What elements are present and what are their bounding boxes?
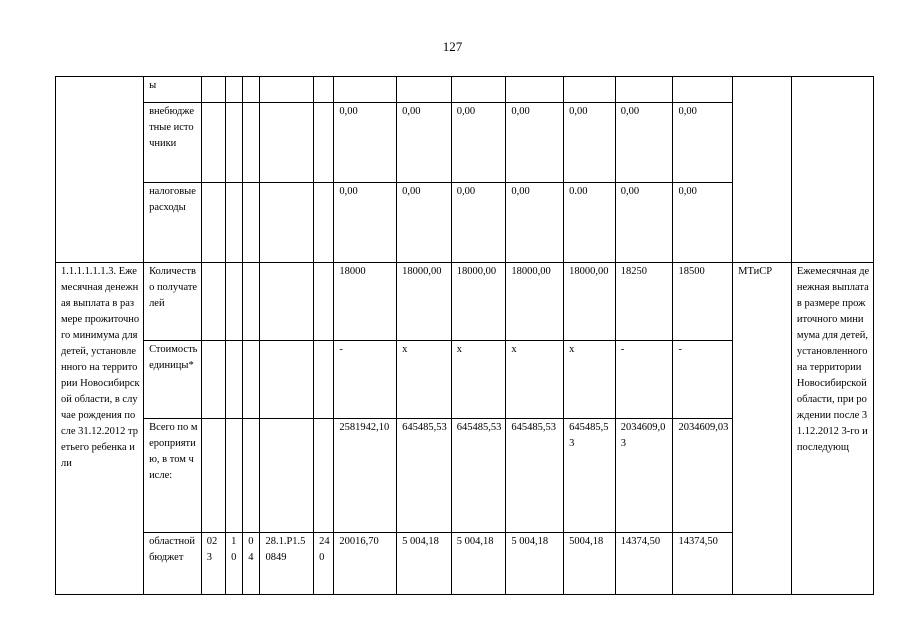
table-cell: 645485,53: [564, 419, 616, 533]
table-cell: [201, 263, 225, 341]
table-cell: 0,00: [334, 103, 397, 183]
table-cell: 5 004,18: [397, 533, 452, 595]
table-cell: [260, 103, 314, 183]
table-cell: 5004,18: [564, 533, 616, 595]
table-cell: x: [397, 341, 452, 419]
table-cell: 14374,50: [673, 533, 733, 595]
table-cell: [314, 183, 334, 263]
table-cell: 14374,50: [615, 533, 673, 595]
table-cell: -: [615, 341, 673, 419]
table-cell: МТиСР: [733, 263, 792, 595]
table-cell: [201, 103, 225, 183]
table-cell: областной бюджет: [144, 533, 202, 595]
table-cell: [201, 419, 225, 533]
table-cell: x: [506, 341, 564, 419]
table-cell: 645485,53: [506, 419, 564, 533]
table-cell: 0,00: [506, 103, 564, 183]
table-cell: 0,00: [673, 103, 733, 183]
table-cell: [260, 183, 314, 263]
table-cell: Стоимость единицы*: [144, 341, 202, 419]
table-cell: [334, 77, 397, 103]
table-cell: [397, 77, 452, 103]
table-cell: [226, 341, 243, 419]
table-cell: 645485,53: [397, 419, 452, 533]
page-number: 127: [442, 39, 463, 54]
table-cell: [260, 341, 314, 419]
table-cell: [260, 77, 314, 103]
table-cell: [243, 183, 260, 263]
table-cell: 18500: [673, 263, 733, 341]
table-cell: [260, 263, 314, 341]
table-cell: 28.1.P1.50849: [260, 533, 314, 595]
table-cell: [201, 77, 225, 103]
table-cell: x: [564, 341, 616, 419]
table-cell: 0,00: [615, 103, 673, 183]
table-cell: 645485,53: [451, 419, 506, 533]
table-cell: 18000,00: [564, 263, 616, 341]
table-cell: 0,00: [451, 183, 506, 263]
table-cell: [615, 77, 673, 103]
table-cell: ы: [144, 77, 202, 103]
table-cell: 2581942,10: [334, 419, 397, 533]
table-cell: [226, 183, 243, 263]
table-cell: 20016,70: [334, 533, 397, 595]
table-cell: -: [673, 341, 733, 419]
row-recipients-count: [56, 263, 874, 341]
table-cell: 18250: [615, 263, 673, 341]
table-cell: x: [451, 341, 506, 419]
table-cell: 04: [243, 533, 260, 595]
table-cell: [243, 263, 260, 341]
table-cell: 0,00: [451, 103, 506, 183]
table-cell: [314, 341, 334, 419]
table-cell: Всего по мероприятию, в том числе:: [144, 419, 202, 533]
table-cell: [314, 263, 334, 341]
table-cell: 240: [314, 533, 334, 595]
table-cell: 0,00: [334, 183, 397, 263]
table-cell: 1.1.1.1.1.1.3. Ежемесячная денежная выплата в размере прожиточного минимума для детей, установленного на территории Новосибирской области, в случае рождения после 31.12.2012 третьего ребенка или: [56, 263, 144, 595]
table-cell: [201, 183, 225, 263]
row-continuation-header: [56, 77, 874, 103]
table-cell: [314, 419, 334, 533]
table-cell: 18000,00: [451, 263, 506, 341]
table-cell: 2034609,03: [615, 419, 673, 533]
table-cell: 0,00: [506, 183, 564, 263]
table-cell: 0,00: [673, 183, 733, 263]
table-cell: [260, 419, 314, 533]
table-cell: 0,00: [564, 103, 616, 183]
table-cell: 0,00: [397, 183, 452, 263]
table-body: [56, 77, 874, 595]
table-cell: 2034609,03: [673, 419, 733, 533]
table-cell: Количество получателей: [144, 263, 202, 341]
table-cell: [243, 419, 260, 533]
table-cell: [733, 77, 792, 263]
table-cell: 0,00: [397, 103, 452, 183]
table-cell: -: [334, 341, 397, 419]
table-cell: [314, 77, 334, 103]
table-cell: 0,00: [615, 183, 673, 263]
table-cell: 10: [226, 533, 243, 595]
table-cell: [451, 77, 506, 103]
table-cell: 023: [201, 533, 225, 595]
table-cell: [226, 263, 243, 341]
table-cell: 18000: [334, 263, 397, 341]
table-cell: 5 004,18: [506, 533, 564, 595]
table-cell: [243, 103, 260, 183]
table-cell: [243, 341, 260, 419]
table-cell: [791, 77, 873, 263]
table-cell: [56, 77, 144, 263]
table-cell: [564, 77, 616, 103]
table-cell: [201, 341, 225, 419]
table-cell: Ежемесячная денежная выплата в размере прожиточного минимума для детей, установленного на территории Новосибирской области, при рождении после 31.12.2012 3-го и последующ: [791, 263, 873, 595]
table-cell: 18000,00: [397, 263, 452, 341]
table-cell: [226, 103, 243, 183]
budget-table: [55, 76, 874, 595]
table-cell: 0.00: [564, 183, 616, 263]
table-cell: [506, 77, 564, 103]
table-cell: [314, 103, 334, 183]
table-cell: [673, 77, 733, 103]
table-cell: [243, 77, 260, 103]
table-cell: 5 004,18: [451, 533, 506, 595]
table-cell: [226, 419, 243, 533]
table-cell: внебюджетные источники: [144, 103, 202, 183]
table-cell: 18000,00: [506, 263, 564, 341]
table-cell: [226, 77, 243, 103]
table-cell: налоговые расходы: [144, 183, 202, 263]
